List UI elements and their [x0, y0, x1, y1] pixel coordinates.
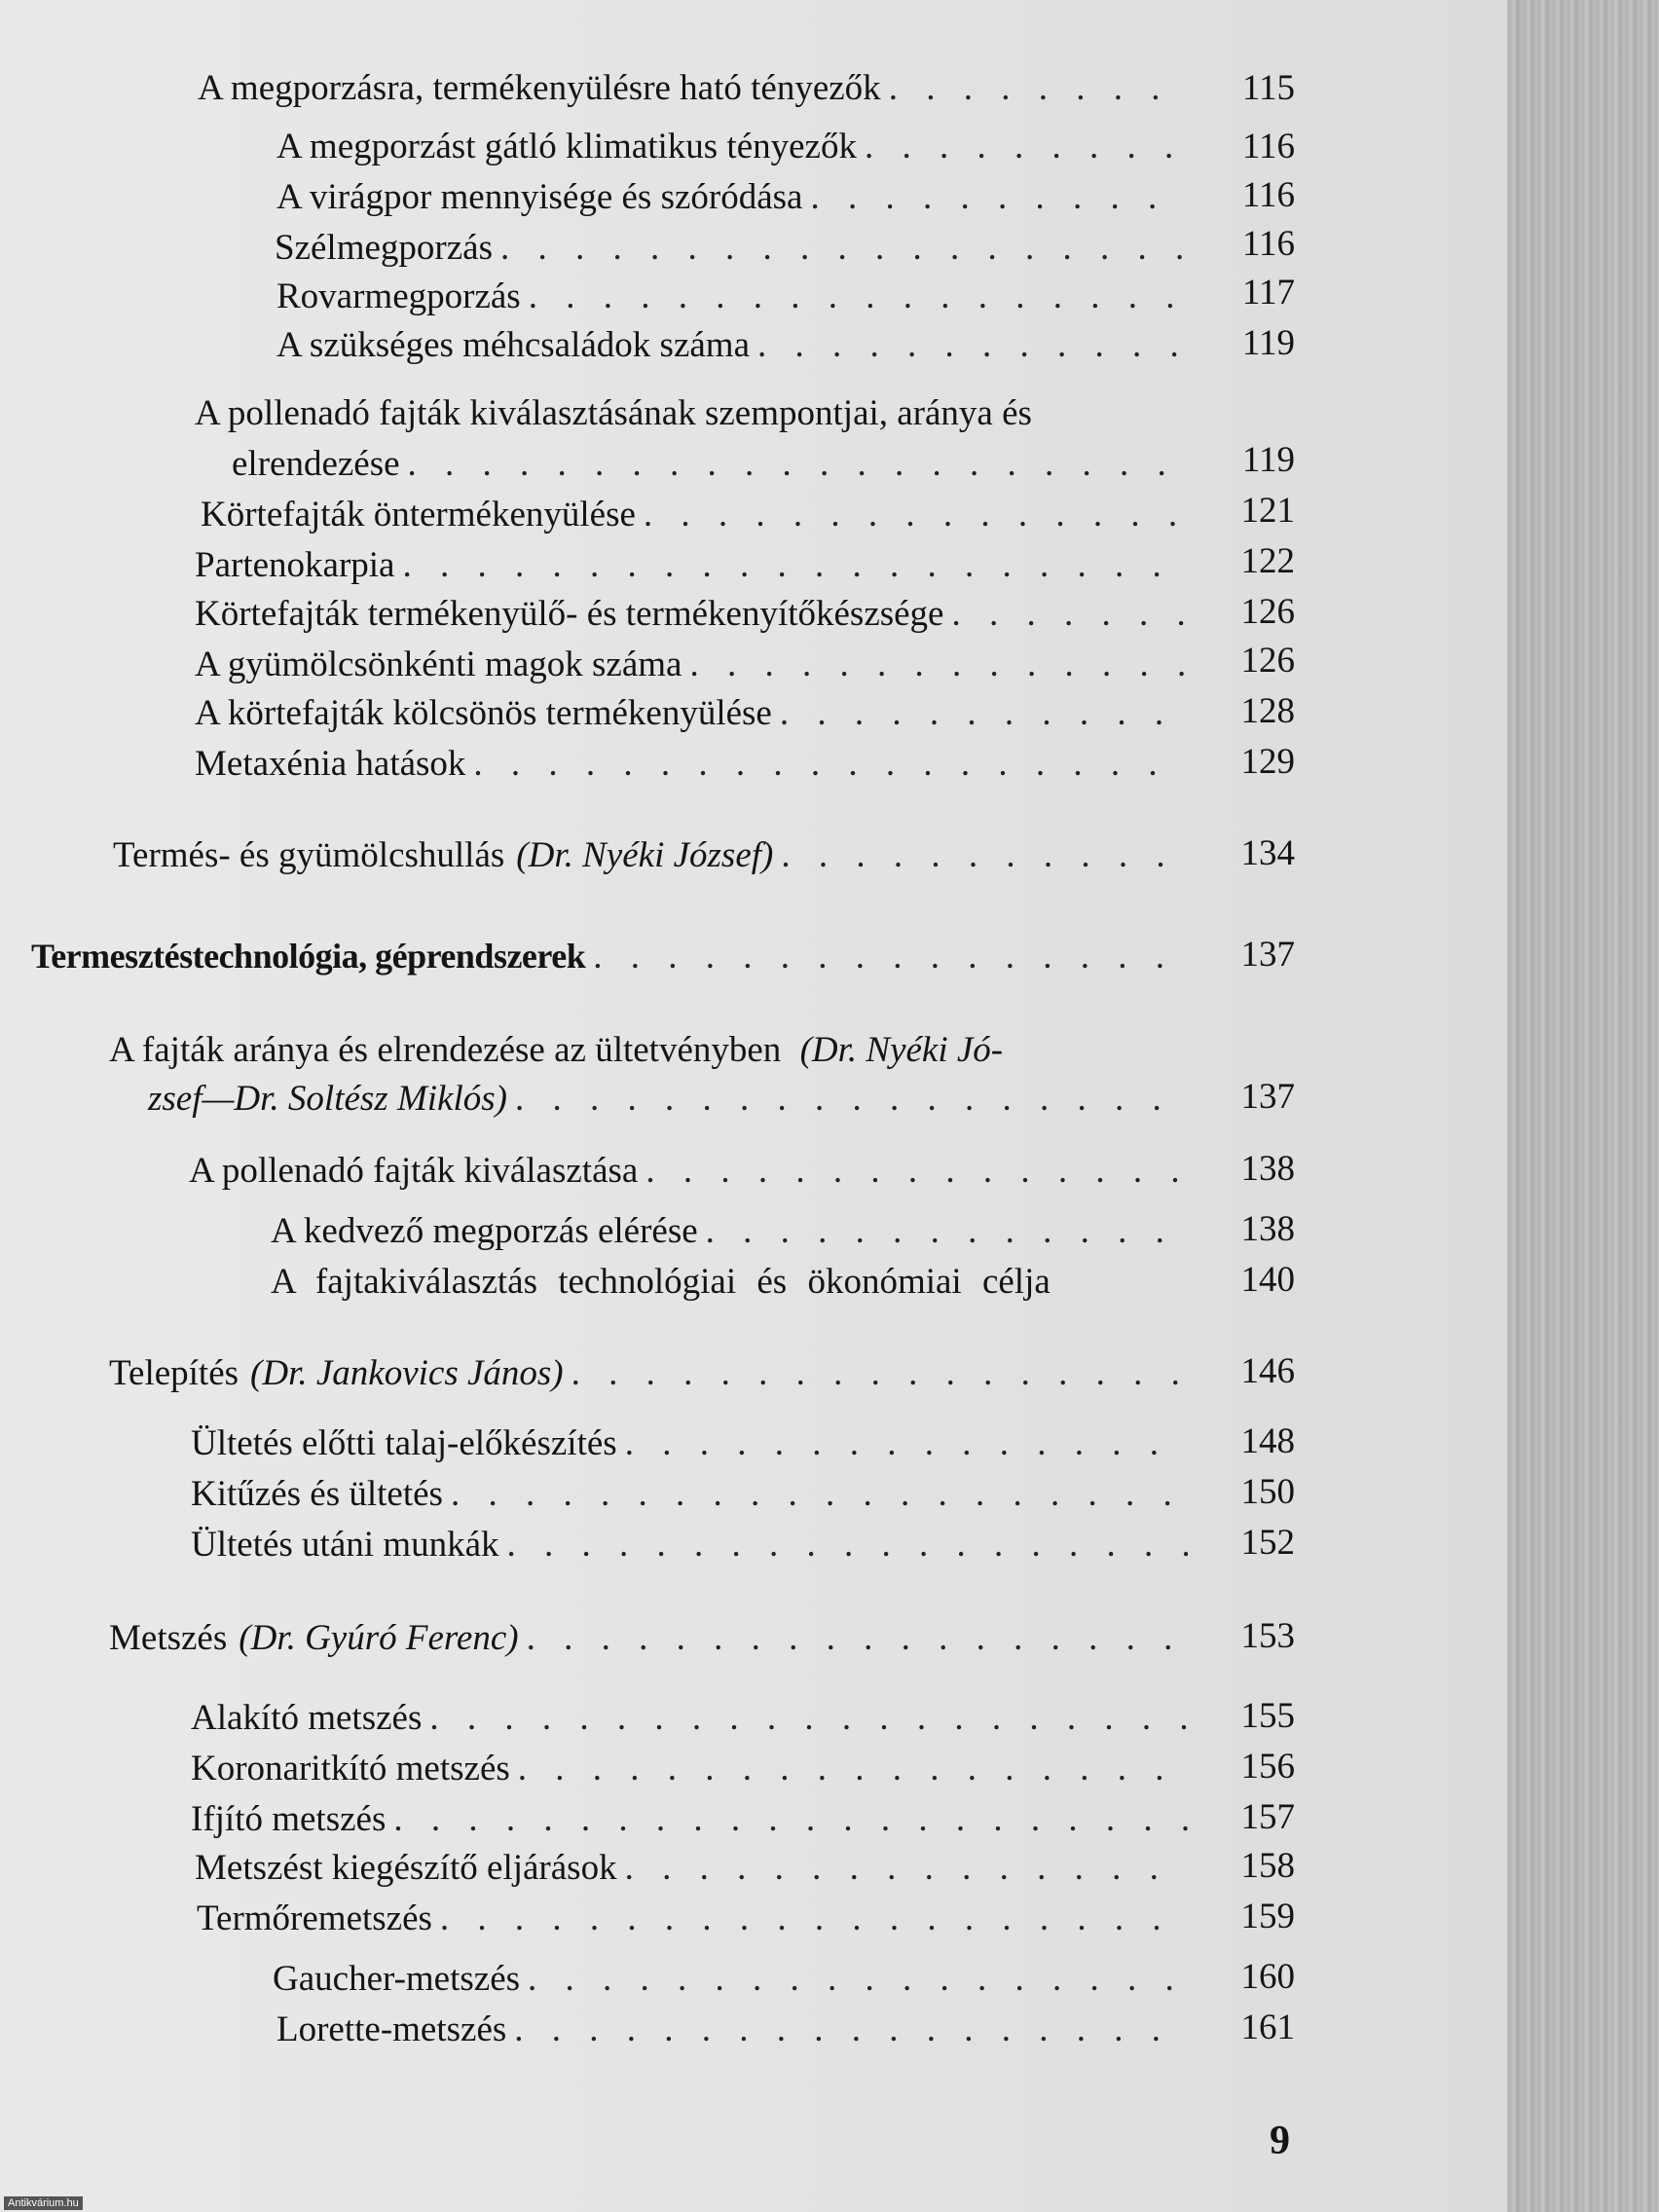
toc-entry-title: A pollenadó fajták kiválasztása	[189, 1151, 639, 1191]
leader-dots	[515, 1081, 1188, 1117]
leader-dots	[440, 1900, 1188, 1936]
toc-section-title: Termesztéstechnológia, géprendszerek	[31, 937, 586, 976]
toc-entry-title: Telepítés	[109, 1353, 240, 1393]
toc-entry	[195, 746, 1196, 782]
toc-entry	[195, 1850, 1196, 1886]
toc-entry-title: A megporzásra, termékenyülésre ható tényezők	[198, 68, 881, 108]
toc-entry-title: Körtefajták termékenyülő- és termékenyítőkészsége	[195, 594, 944, 634]
toc-page-number: 138	[1240, 1209, 1295, 1249]
toc-entry	[191, 1700, 1196, 1736]
toc-entry	[109, 1620, 1196, 1656]
toc-entry-author: (Dr. Jankovics János)	[250, 1353, 564, 1393]
leader-dots	[757, 327, 1188, 363]
toc-entry-author: (Dr. Nyéki József)	[516, 835, 774, 875]
toc-page-number: 121	[1240, 491, 1295, 531]
toc-entry-title: A körtefajták kölcsönös termékenyülése	[195, 693, 772, 733]
leader-dots	[810, 179, 1188, 215]
leader-dots	[527, 1620, 1188, 1656]
toc-page-number: 137	[1240, 1077, 1295, 1117]
toc-page-number: 156	[1240, 1747, 1295, 1787]
toc-page-number: 116	[1241, 127, 1295, 166]
toc-page-number: 119	[1241, 440, 1295, 480]
toc-entry-author: (Dr. Nyéki Jó-	[799, 1030, 1004, 1070]
toc-entry-title: Lorette-metszés	[276, 2009, 507, 2049]
toc-page-number: 116	[1241, 175, 1295, 215]
toc-entry-title: A pollenadó fajták kiválasztásának szempontjai, aránya és	[195, 393, 1032, 433]
toc-entry-title: Partenokarpia	[195, 545, 395, 585]
toc-page-number: 138	[1240, 1149, 1295, 1189]
toc-page-number: 134	[1240, 833, 1295, 873]
toc-page-number: 157	[1240, 1797, 1295, 1837]
toc-entry	[197, 1900, 1196, 1936]
toc-page-number: 129	[1240, 742, 1295, 782]
toc-entry-title: Koronaritkító metszés	[191, 1749, 510, 1788]
leader-dots	[507, 1527, 1189, 1563]
toc-entry-title: Rovarmegporzás	[276, 276, 521, 316]
toc-entry-title: Metszést kiegészítő eljárások	[195, 1848, 617, 1888]
toc-entry	[189, 1153, 1196, 1189]
toc-page-number: 137	[1240, 935, 1295, 975]
toc-entry-author-continuation: zsef—Dr. Soltész Miklós)	[148, 1079, 507, 1119]
toc-page-number: 146	[1240, 1351, 1295, 1391]
leader-dots	[625, 1425, 1188, 1461]
leader-dots	[528, 1961, 1188, 1997]
toc-page-number: 115	[1241, 68, 1295, 108]
toc-entry-title: Ifjító metszés	[191, 1799, 387, 1839]
toc-entry	[113, 837, 1196, 873]
toc-entry	[191, 1425, 1196, 1461]
leader-dots	[451, 1476, 1188, 1512]
toc-entry	[191, 1527, 1196, 1563]
toc-entry	[276, 179, 1196, 215]
toc-section-heading	[31, 939, 1196, 975]
toc-entry	[195, 547, 1196, 583]
leader-dots	[781, 837, 1188, 873]
source-watermark: Antikvárium.hu	[4, 2196, 83, 2210]
toc-page-number: 159	[1240, 1897, 1295, 1936]
toc-entry	[148, 1081, 1196, 1117]
toc-page-number: 152	[1240, 1523, 1295, 1563]
toc-page-number: 117	[1241, 273, 1295, 313]
toc-page-number: 155	[1240, 1696, 1295, 1736]
leader-dots	[593, 939, 1188, 975]
toc-page-number: 116	[1241, 224, 1295, 264]
toc-page-number: 126	[1240, 592, 1295, 632]
toc-entry-title: Metaxénia hatások	[195, 744, 466, 784]
toc-entry	[191, 1801, 1196, 1837]
toc-entry-title: Gaucher-metszés	[273, 1959, 521, 1999]
toc-entry	[275, 230, 1196, 266]
toc-page-number: 119	[1241, 323, 1295, 363]
toc-entry-title-continuation: elrendezése	[232, 444, 400, 484]
toc-entry-title: Ültetés utáni munkák	[191, 1525, 499, 1565]
toc-page-number: 158	[1240, 1846, 1295, 1886]
toc-page-number: 150	[1240, 1472, 1295, 1512]
toc-page-number: 153	[1240, 1616, 1295, 1656]
leader-dots	[429, 1700, 1188, 1736]
toc-entry-title: A megporzást gátló klimatikus tényezők	[276, 127, 857, 166]
toc-page-number: 126	[1240, 641, 1295, 681]
toc-entry-title: Szélmegporzás	[275, 228, 493, 268]
toc-entry-title: A kedvező megporzás elérése	[271, 1211, 698, 1251]
toc-entry	[276, 278, 1196, 314]
leader-dots	[393, 1801, 1188, 1837]
leader-dots	[500, 230, 1188, 266]
toc-entry	[273, 1961, 1196, 1997]
toc-entry	[276, 129, 1196, 165]
toc-entry	[109, 1355, 1196, 1391]
toc-entry	[198, 70, 1196, 106]
leader-dots	[645, 1153, 1188, 1189]
toc-entry-title: Metszés	[109, 1618, 228, 1658]
toc-page-number: 148	[1240, 1421, 1295, 1461]
toc-entry	[195, 646, 1196, 682]
toc-entry	[191, 1751, 1196, 1787]
leader-dots	[951, 596, 1188, 632]
toc-entry-title: A fajtakiválasztás technológiai és ökonómiai célja	[271, 1262, 1051, 1302]
toc-entry-title: Termés- és gyümölcshullás	[113, 835, 505, 875]
leader-dots	[473, 746, 1188, 782]
toc-entry-title: A virágpor mennyisége és szóródása	[276, 177, 803, 217]
leader-dots	[402, 547, 1188, 583]
leader-dots	[408, 446, 1188, 482]
leader-dots	[514, 2011, 1188, 2047]
leader-dots	[780, 695, 1188, 731]
toc-page-number: 128	[1240, 691, 1295, 731]
leader-dots	[529, 278, 1188, 314]
toc-entry-title: A gyümölcsönkénti magok száma	[195, 645, 682, 684]
page-folio-number: 9	[1270, 2119, 1290, 2163]
toc-entry	[195, 695, 1196, 731]
toc-entry	[276, 2011, 1196, 2047]
toc-entry	[276, 327, 1196, 363]
toc-entry-title: Kitűzés és ültetés	[191, 1474, 443, 1514]
toc-entry	[191, 1476, 1196, 1512]
toc-entry	[271, 1213, 1196, 1249]
toc-entry-title: Körtefajták öntermékenyülése	[201, 495, 636, 535]
toc-page-number: 161	[1240, 2008, 1295, 2047]
toc-page-number: 122	[1240, 541, 1295, 581]
toc-entry-title: Ültetés előtti talaj-előkészítés	[191, 1423, 617, 1463]
leader-dots	[625, 1850, 1188, 1886]
toc-page-number: 160	[1240, 1957, 1295, 1997]
toc-entry-title: Termőremetszés	[197, 1899, 432, 1938]
toc-entry	[195, 596, 1196, 632]
toc-page-number: 140	[1240, 1260, 1295, 1300]
leader-dots	[706, 1213, 1188, 1249]
toc-entry-title: A szükséges méhcsaládok száma	[276, 325, 750, 365]
leader-dots	[571, 1355, 1188, 1391]
leader-dots	[889, 70, 1188, 106]
toc-entry-title	[109, 1032, 1003, 1068]
toc-entry	[232, 446, 1196, 482]
toc-entry-title-text: A fajták aránya és elrendezése az ültetvényben	[109, 1030, 782, 1070]
leader-dots	[689, 646, 1188, 682]
wood-background-edge	[1507, 0, 1659, 2212]
leader-dots	[518, 1751, 1188, 1787]
toc-entry	[201, 497, 1196, 533]
leader-dots	[644, 497, 1188, 533]
toc-entry-author: (Dr. Gyúró Ferenc)	[239, 1618, 519, 1658]
toc-entry-title: Alakító metszés	[191, 1698, 423, 1738]
leader-dots	[865, 129, 1188, 165]
